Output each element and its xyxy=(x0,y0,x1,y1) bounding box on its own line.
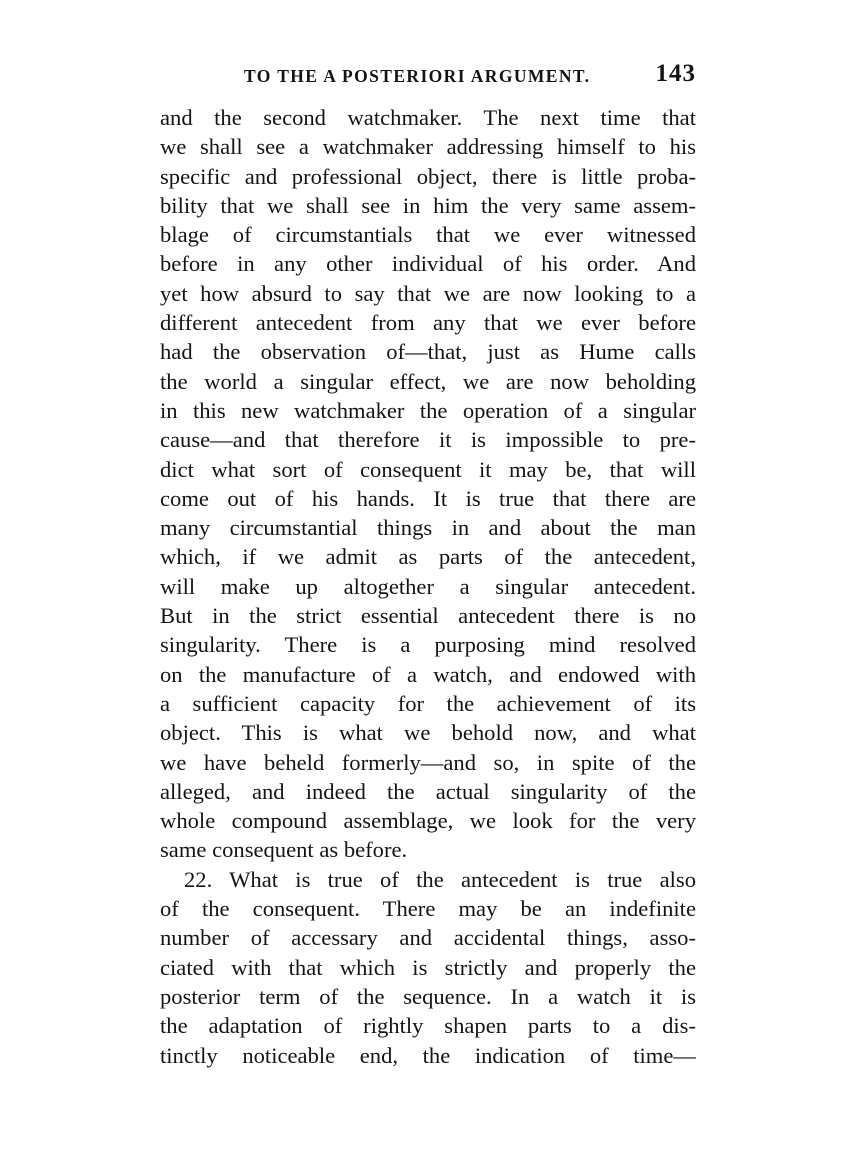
text-line: specific and professional object, there is little proba- xyxy=(160,163,696,189)
text-line: the world a singular effect, we are now beholding xyxy=(160,368,696,394)
text-line: different antecedent from any that we ever before xyxy=(160,310,696,336)
text-line: in this new watchmaker the operation of a singular xyxy=(160,397,696,423)
page-number: 143 xyxy=(655,60,696,87)
text-line: a sufficient capacity for the achievement of its xyxy=(160,690,696,716)
text-line: which, if we admit as parts of the antecedent, xyxy=(160,544,696,570)
text-line: dict what sort of consequent it may be, that will xyxy=(160,456,696,482)
text-line: of the consequent. There may be an indefinite xyxy=(160,896,696,922)
text-line: whole compound assemblage, we look for the very xyxy=(160,808,696,834)
text-line: posterior term of the sequence. In a watch it is xyxy=(160,983,696,1009)
paragraph-first-line: 22. What is true of the antecedent is true also xyxy=(184,866,696,892)
text-line: But in the strict essential antecedent there is no xyxy=(160,603,696,629)
text-line: ciated with that which is strictly and properly the xyxy=(160,954,696,980)
text-line: will make up altogether a singular antecedent. xyxy=(160,573,696,599)
running-title: TO THE A POSTERIORI ARGUMENT. xyxy=(244,66,591,86)
text-line: bility that we shall see in him the very same assem- xyxy=(160,192,696,218)
text-line: before in any other individual of his order. And xyxy=(160,251,696,277)
text-line: cause—and that therefore it is impossible to pre- xyxy=(160,427,696,453)
text-line: come out of his hands. It is true that there are xyxy=(160,485,696,511)
text-line: blage of circumstantials that we ever witnessed xyxy=(160,222,696,248)
text-line: number of accessary and accidental things, asso- xyxy=(160,925,696,951)
text-line: singularity. There is a purposing mind resolved xyxy=(160,632,696,658)
text-line: tinctly noticeable end, the indication of time— xyxy=(160,1042,696,1068)
text-line: and the second watchmaker. The next time that xyxy=(160,105,696,130)
text-line: we have beheld formerly—and so, in spite of the xyxy=(160,749,696,775)
text-line: we shall see a watchmaker addressing himself to his xyxy=(160,134,696,160)
text-line: yet how absurd to say that we are now looking to a xyxy=(160,280,696,306)
text-line: many circumstantial things in and about the man xyxy=(160,515,696,541)
body-text xyxy=(160,103,696,1070)
text-line: on the manufacture of a watch, and endowed with xyxy=(160,661,696,687)
text-line: alleged, and indeed the actual singularity of the xyxy=(160,778,696,804)
text-line: object. This is what we behold now, and what xyxy=(160,720,696,746)
text-line: the adaptation of rightly shapen parts to a dis- xyxy=(160,1013,696,1039)
page-header xyxy=(160,60,696,94)
text-line: had the observation of—that, just as Hume calls xyxy=(160,339,696,365)
paragraph-last-line: same consequent as before. xyxy=(160,837,408,863)
